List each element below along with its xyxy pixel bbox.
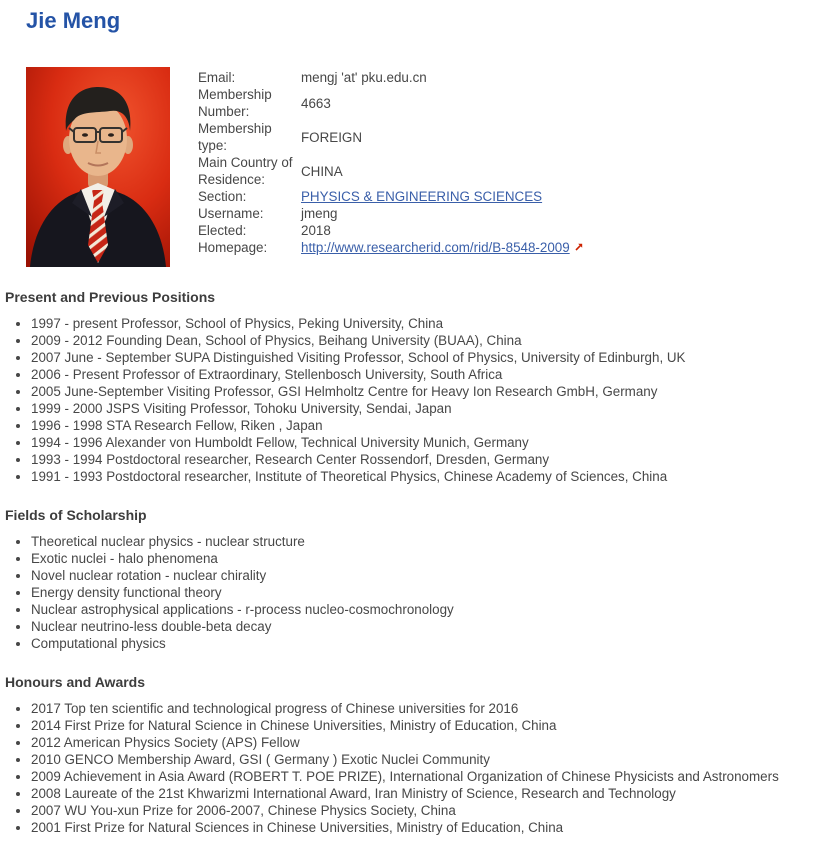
section-list	[5, 533, 822, 652]
member-photo	[26, 67, 170, 267]
section-heading: Fields of Scholarship	[5, 507, 147, 523]
profile-field-label: Username:	[198, 206, 264, 221]
profile-row	[198, 120, 583, 154]
profile-row	[198, 205, 583, 222]
section-list	[5, 315, 822, 485]
profile-field-label: Section:	[198, 189, 247, 204]
list-item: • Novel nuclear rotation - nuclear chirality	[31, 567, 822, 584]
page-title: Jie Meng	[26, 8, 121, 33]
list-item: • 1997 - present Professor, School of Physics, Peking University, China	[31, 315, 822, 332]
profile-field-value: jmeng	[301, 206, 338, 221]
profile-row	[198, 239, 583, 256]
list-item: • Computational physics	[31, 635, 822, 652]
profile-field-label: Elected:	[198, 223, 247, 238]
profile-field-value	[301, 188, 583, 205]
list-item: • 2005 June-September Visiting Professor, GSI Helmholtz Centre for Heavy Ion Research GmbH, Germany	[31, 383, 822, 400]
list-item: • 2012 American Physics Society (APS) Fellow	[31, 734, 822, 751]
profile-field-value: 2018	[301, 223, 331, 238]
list-item: • Nuclear astrophysical applications - r-process nucleo-cosmochronology	[31, 601, 822, 618]
list-item: • Energy density functional theory	[31, 584, 822, 601]
list-item: • 1991 - 1993 Postdoctoral researcher, Institute of Theoretical Physics, Chinese Academy of Sciences, China	[31, 468, 822, 485]
profile-field-label: Main Country of Residence:	[198, 155, 293, 187]
profile-field-value	[301, 239, 583, 256]
content-section	[5, 674, 822, 836]
profile-row	[198, 188, 583, 205]
profile-field-label: Membership type:	[198, 121, 272, 153]
profile-field-label: Email:	[198, 70, 236, 85]
homepage-link[interactable]: http://www.researcherid.com/rid/B-8548-2009	[301, 240, 570, 255]
content-section	[5, 289, 822, 485]
list-item: • 2001 First Prize for Natural Sciences in Chinese Universities, Ministry of Education, China	[31, 819, 822, 836]
profile-row	[198, 154, 583, 188]
list-item: • 1994 - 1996 Alexander von Humboldt Fellow, Technical University Munich, Germany	[31, 434, 822, 451]
external-link-icon	[575, 243, 583, 251]
list-item: • 2006 - Present Professor of Extraordinary, Stellenbosch University, South Africa	[31, 366, 822, 383]
list-item: • 2009 - 2012 Founding Dean, School of Physics, Beihang University (BUAA), China	[31, 332, 822, 349]
section-heading: Honours and Awards	[5, 674, 146, 690]
list-item: • 2017 Top ten scientific and technological progress of Chinese universities for 2016	[31, 700, 822, 717]
profile-field-label: Homepage:	[198, 240, 268, 255]
profile-field-value: 4663	[301, 95, 331, 111]
list-item: • 2007 WU You-xun Prize for 2006-2007, Chinese Physics Society, China	[31, 802, 822, 819]
profile-row	[198, 86, 583, 120]
list-item: • 2008 Laureate of the 21st Khwarizmi International Award, Iran Ministry of Science, Research and Technology	[31, 785, 822, 802]
profile-table	[198, 69, 583, 256]
list-item: • Nuclear neutrino-less double-beta decay	[31, 618, 822, 635]
list-item: • 2014 First Prize for Natural Science in Chinese Universities, Ministry of Education, China	[31, 717, 822, 734]
profile-field-label: Membership Number:	[198, 87, 272, 119]
profile-block	[26, 67, 822, 267]
content-section	[5, 507, 822, 652]
list-item: • 1993 - 1994 Postdoctoral researcher, Research Center Rossendorf, Dresden, Germany	[31, 451, 822, 468]
list-item: • 2010 GENCO Membership Award, GSI ( Germany ) Exotic Nuclei Community	[31, 751, 822, 768]
section-link[interactable]: PHYSICS & ENGINEERING SCIENCES	[301, 189, 543, 204]
list-item: • 2007 June - September SUPA Distinguished Visiting Professor, School of Physics, University of Edinburgh, UK	[31, 349, 822, 366]
list-item: • Theoretical nuclear physics - nuclear structure	[31, 533, 822, 550]
profile-field-value: FOREIGN	[301, 129, 363, 145]
profile-field-value: mengj 'at' pku.edu.cn	[301, 70, 427, 85]
list-item: • Exotic nuclei - halo phenomena	[31, 550, 822, 567]
content-sections	[5, 289, 822, 836]
section-heading: Present and Previous Positions	[5, 289, 216, 305]
list-item: • 1999 - 2000 JSPS Visiting Professor, Tohoku University, Sendai, Japan	[31, 400, 822, 417]
list-item: • 1996 - 1998 STA Research Fellow, Riken , Japan	[31, 417, 822, 434]
section-list	[5, 700, 822, 836]
profile-row	[198, 69, 583, 86]
profile-row	[198, 222, 583, 239]
profile-field-value: CHINA	[301, 163, 343, 179]
list-item: • 2009 Achievement in Asia Award (ROBERT T. POE PRIZE), International Organization of Chinese Physicists and Astronomers	[31, 768, 822, 785]
